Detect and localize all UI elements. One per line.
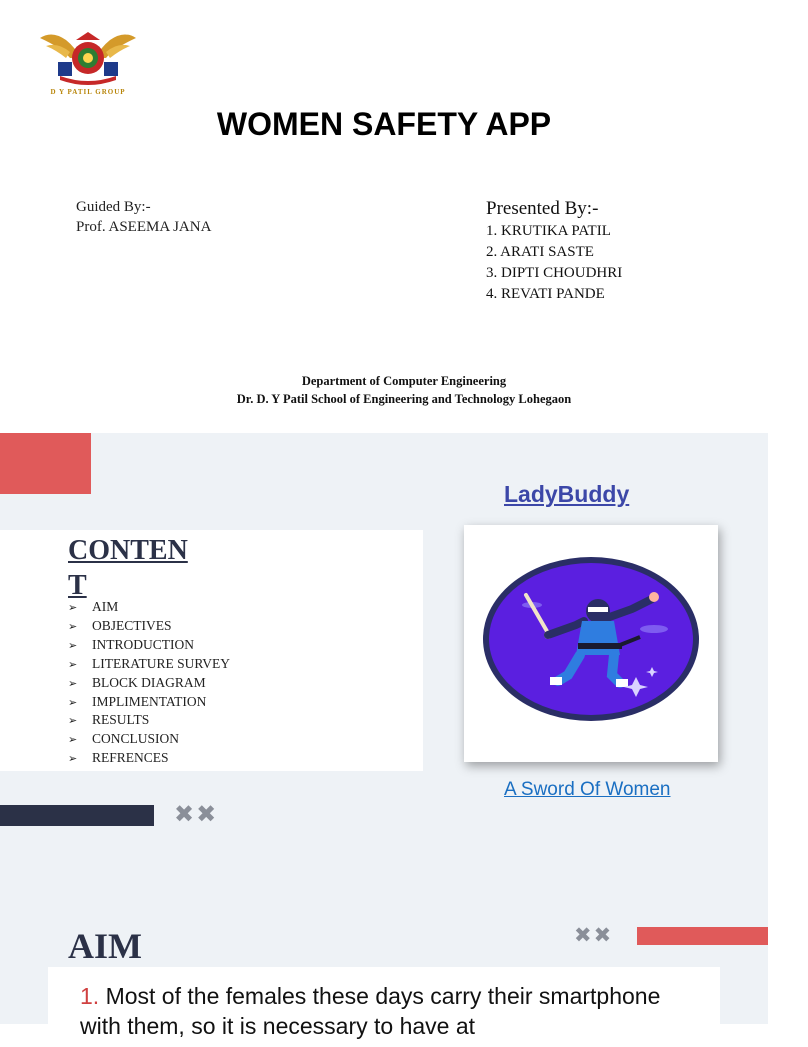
aim-point <box>80 981 700 1041</box>
decor-x-icon: ✖✖ <box>174 800 219 828</box>
content-list <box>68 598 230 768</box>
content-heading: CONTENT <box>68 535 188 601</box>
arrow-bullet-icon: ➢ <box>68 695 78 709</box>
list-item: ➢ INTRODUCTION <box>68 636 230 655</box>
app-logo-card <box>464 525 718 762</box>
list-item: ➢ REFRENCES <box>68 749 230 768</box>
college-logo <box>36 28 140 102</box>
list-item: ➢ AIM <box>68 598 230 617</box>
arrow-bullet-icon: ➢ <box>68 657 78 671</box>
list-item: ➢ CONCLUSION <box>68 730 230 749</box>
brand-link[interactable]: LadyBuddy <box>504 481 630 507</box>
arrow-bullet-icon: ➢ <box>68 733 78 747</box>
arrow-bullet-icon: ➢ <box>68 714 78 728</box>
crest-icon <box>36 28 140 90</box>
department-name: Department of Computer Engineering <box>301 374 507 388</box>
list-item: ➢ LITERATURE SURVEY <box>68 655 230 674</box>
decor-bar <box>0 805 154 826</box>
guide-name: Prof. ASEEMA JANA <box>76 219 212 235</box>
list-item: ➢ RESULTS <box>68 711 230 730</box>
aim-slide <box>0 853 768 1039</box>
list-item: ➢ IMPLIMENTATION <box>68 693 230 712</box>
content-slide <box>0 433 768 853</box>
arrow-bullet-icon: ➢ <box>68 638 78 652</box>
list-item: ➢ OBJECTIVES <box>68 617 230 636</box>
arrow-bullet-icon: ➢ <box>68 619 78 633</box>
guided-label: Guided By:- <box>76 199 151 215</box>
arrow-bullet-icon: ➢ <box>68 601 78 614</box>
logo-caption: D Y PATIL GROUP <box>50 88 126 96</box>
presented-by-block <box>486 197 622 305</box>
presenter-name: 1. KRUTIKA PATIL <box>486 223 611 239</box>
presenter-name: 2. ARATI SASTE <box>486 244 594 260</box>
point-text: Most of the females these days carry their smartphone with them, so it is necessary to have at <box>80 983 661 1039</box>
decor-x-icon: ✖✖ <box>574 923 614 947</box>
arrow-bullet-icon: ➢ <box>68 676 78 690</box>
presented-label: Presented By:- <box>486 198 599 219</box>
tagline-link[interactable]: A Sword Of Women <box>504 779 671 800</box>
point-number: 1. <box>80 983 100 1009</box>
accent-block <box>0 433 91 494</box>
accent-bar <box>637 927 768 945</box>
department-block <box>0 372 808 408</box>
presenter-name: 4. REVATI PANDE <box>486 286 605 302</box>
guided-by-block <box>76 197 211 237</box>
aim-heading: AIM <box>68 926 142 966</box>
arrow-bullet-icon: ➢ <box>68 752 78 766</box>
college-name: Dr. D. Y Patil School of Engineering and Technology Lohegaon <box>236 392 572 406</box>
presenter-name: 3. DIPTI CHOUDHRI <box>486 265 623 281</box>
title-slide <box>0 0 768 433</box>
presentation-title: WOMEN SAFETY APP <box>216 106 552 142</box>
list-item: ➢ BLOCK DIAGRAM <box>68 674 230 693</box>
ninja-logo-icon <box>464 525 718 762</box>
